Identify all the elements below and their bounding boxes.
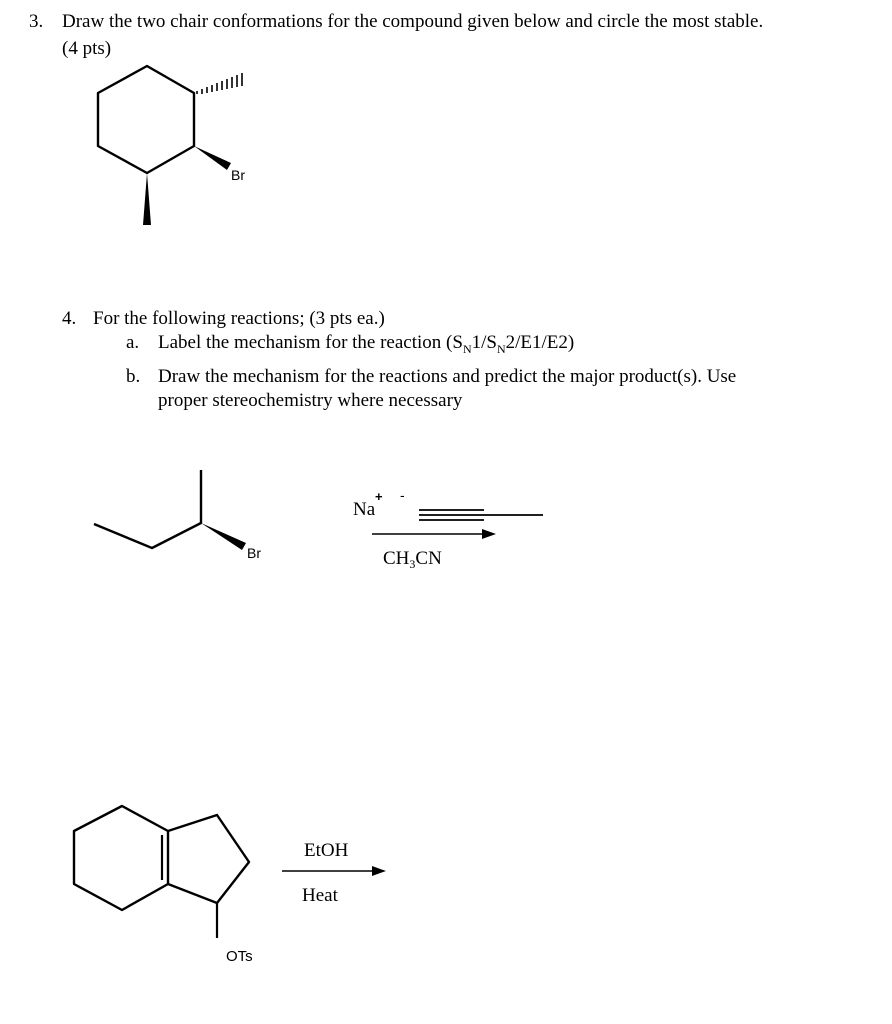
q4b-marker: b.: [126, 366, 141, 387]
reaction1-anion-charge: -: [400, 487, 405, 503]
reaction1-na-charge: +: [375, 489, 383, 504]
q3-prompt: Draw the two chair conformations for the compound given below and circle the most stable.: [62, 11, 764, 32]
reaction2-ots-label: OTs: [226, 948, 253, 965]
q4b-line2: proper stereochemistry where necessary: [158, 390, 463, 411]
q3-points: (4 pts): [62, 38, 112, 59]
reaction1-solvent: $CH_3CN$: [383, 548, 442, 571]
q3-number: 3.: [29, 11, 44, 32]
q4-intro: For the following reactions; (3 pts ea.): [93, 308, 385, 329]
q4a-marker: a.: [126, 332, 140, 353]
q3-br-label: Br: [231, 167, 245, 183]
q4a-text: Label the mechanism for the reaction $(S_N1/S_N2/E1/E2)$: [158, 332, 575, 356]
reaction1-na: Na: [353, 499, 376, 520]
reaction1-br-label: Br: [247, 545, 261, 561]
reaction2-reagent-bottom: Heat: [302, 885, 338, 906]
q4b-line1: Draw the mechanism for the reactions and predict the major product(s). Use: [158, 366, 737, 387]
reaction2-reagent-top: EtOH: [304, 840, 349, 861]
q4-number: 4.: [62, 308, 77, 329]
